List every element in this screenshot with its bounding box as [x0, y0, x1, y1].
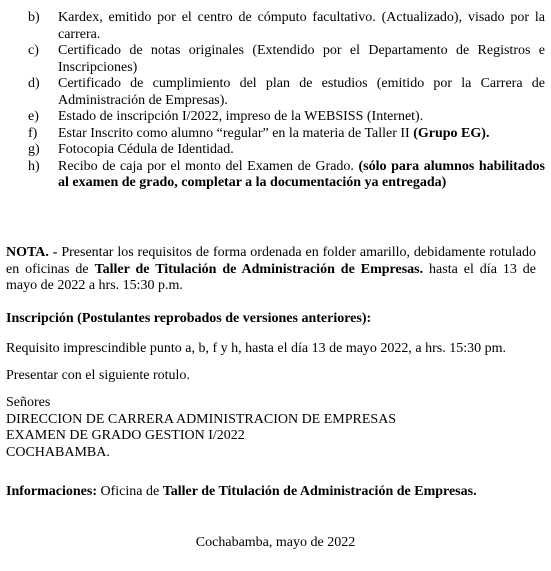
address-line: EXAMEN DE GRADO GESTION I/2022 — [6, 428, 245, 443]
list-item — [0, 10, 551, 43]
item-label: d) — [28, 76, 40, 91]
present-text: Presentar con el siguiente rotulo. — [6, 368, 190, 383]
item-text: Certificado de cumplimiento del plan de estudios (emitido por la Carrera de Administración de Empresas). — [58, 76, 545, 108]
address-line: Señores — [6, 395, 51, 410]
item-text: Estar Inscrito como alumno “regular” en la materia de Taller II (Grupo EG). — [58, 125, 490, 141]
item-label: c) — [28, 43, 39, 58]
item-text: Fotocopia Cédula de Identidad. — [58, 142, 234, 157]
item-label: b) — [28, 10, 40, 25]
item-text: Certificado de notas originales (Extendido por el Departamento de Registros e Inscripciones) — [58, 43, 545, 75]
item-text: Kardex, emitido por el centro de cómputo facultativo. (Actualizado), visado por la carrera. — [58, 10, 545, 42]
list-item — [0, 126, 551, 143]
item-label: g) — [28, 142, 40, 157]
requirements-list — [0, 10, 551, 192]
requisite-text: Requisito imprescindible punto a, b, f y h, hasta el día 13 de mayo 2022, a hrs. 15:30 pm. — [6, 341, 507, 356]
note-lead: NOTA. - — [6, 245, 58, 260]
item-label: h) — [28, 158, 40, 174]
info-paragraph: Informaciones: Oficina de Taller de Titulación de Administración de Empresas. — [6, 484, 477, 499]
item-label: e) — [28, 109, 39, 124]
note-paragraph: NOTA. - Presentar los requisitos de forma ordenada en folder amarillo, debidamente rotulado en oficinas de Taller de Titulación de Administración de Empresas. hasta el día 13 de mayo de 2022 a hrs. 15:30 p.m. — [6, 245, 537, 293]
info-bold: Taller de Titulación de Administración de Empresas. — [162, 484, 477, 499]
list-item — [0, 109, 551, 126]
list-item — [0, 43, 551, 76]
info-lead: Informaciones: — [6, 484, 97, 499]
note-bold: Taller de Titulación de Administración de Empresas. — [94, 261, 424, 277]
item-label: f) — [28, 125, 38, 141]
item-bold: (sólo para alumnos habilitados al examen de grado, completar a la documentación ya entregada) — [58, 158, 545, 190]
item-bold: (Grupo EG). — [413, 125, 490, 141]
list-item — [0, 76, 551, 109]
address-block — [6, 395, 536, 461]
footer-date: Cochabamba, mayo de 2022 — [195, 535, 356, 550]
list-item — [0, 142, 551, 159]
address-line: COCHABAMBA. — [6, 444, 110, 460]
address-line: DIRECCION DE CARRERA ADMINISTRACION DE EMPRESAS — [6, 411, 397, 427]
item-text: Recibo de caja por el monto del Examen de Grado. (sólo para alumnos habilitados al examen de grado, completar a la documentación ya entregada) — [58, 158, 545, 190]
inscription-heading: Inscripción (Postulantes reprobados de versiones anteriores): — [6, 311, 372, 326]
list-item — [0, 159, 551, 192]
item-text: Estado de inscripción I/2022, impreso de la WEBSISS (Internet). — [58, 109, 424, 124]
